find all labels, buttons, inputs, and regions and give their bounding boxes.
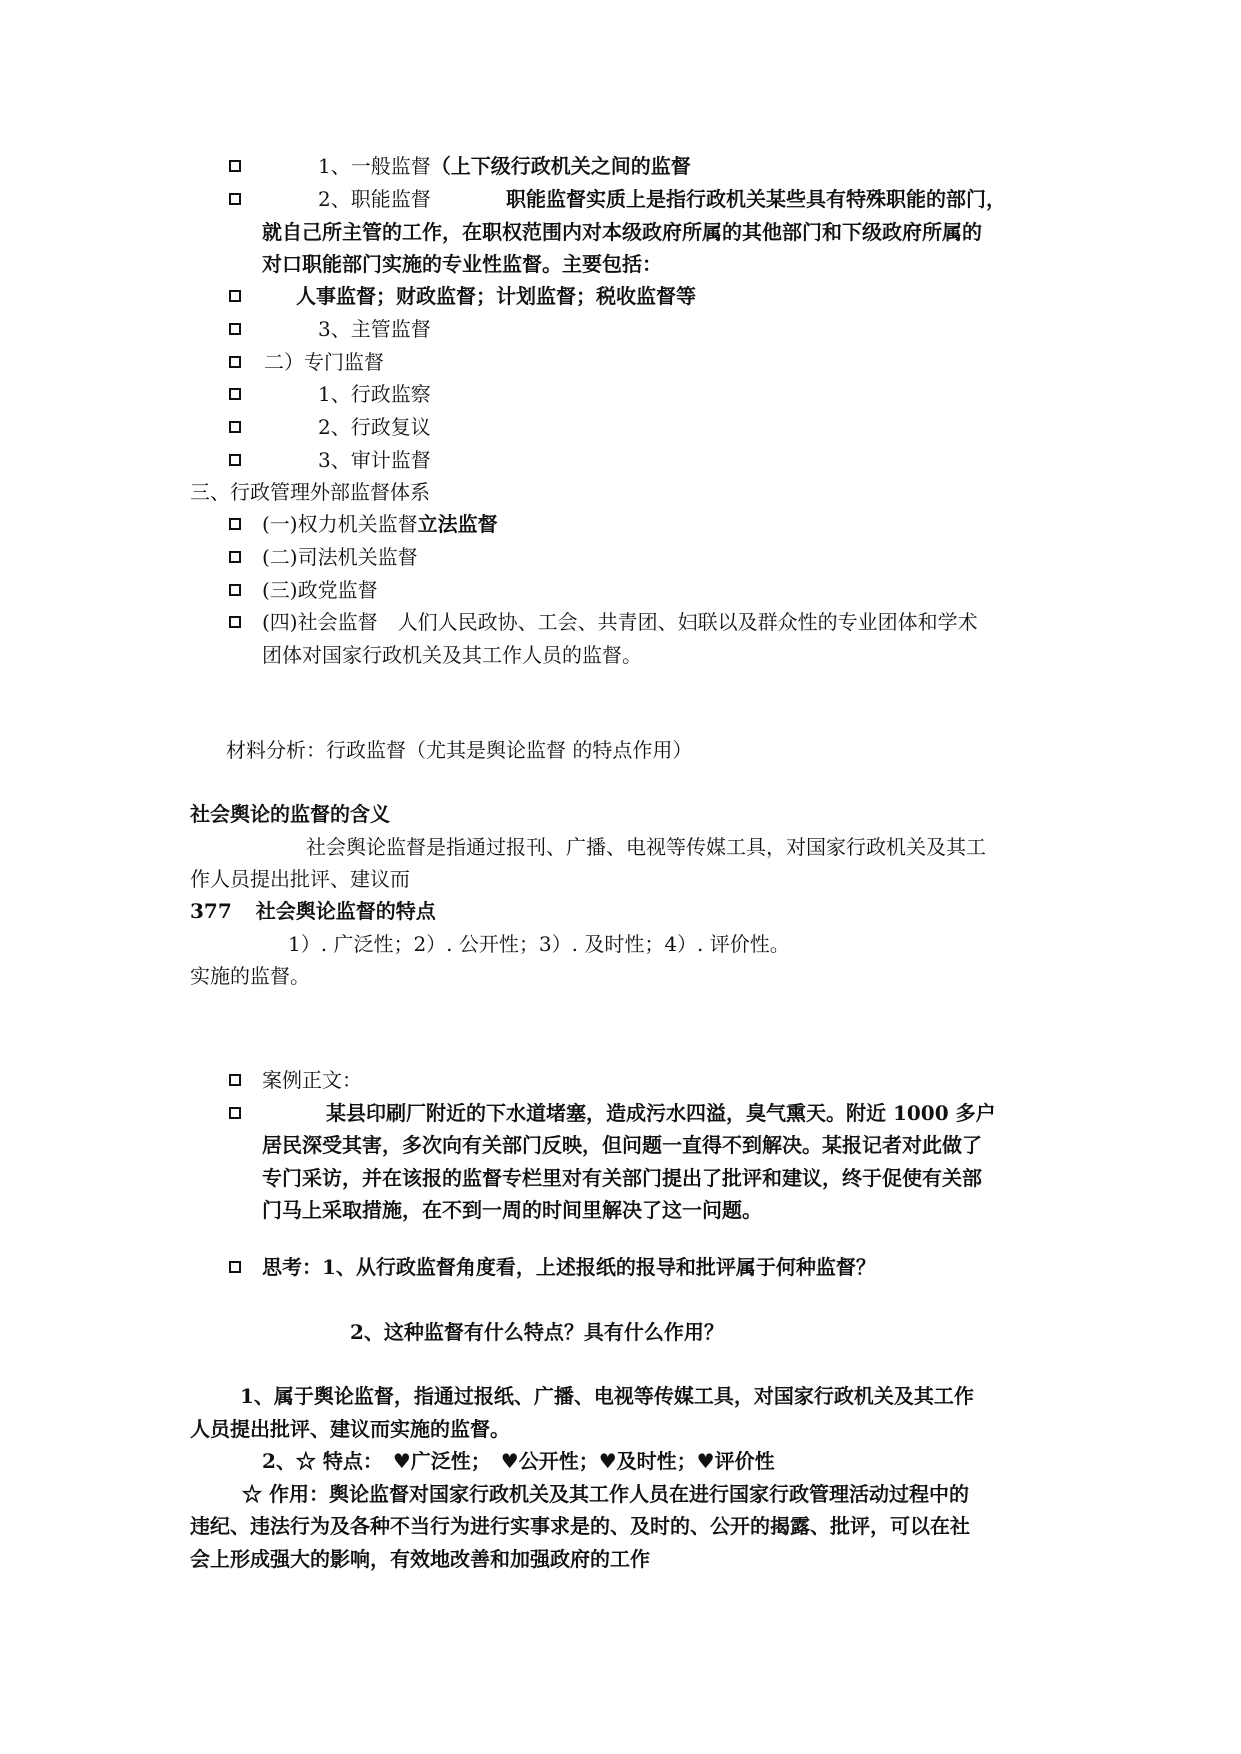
checkbox-icon [229,1261,241,1273]
checkbox-icon [229,356,241,368]
public-opinion-tail-text: 实施的监督。 [190,964,310,988]
question-2: 2、这种监督有什么特点？具有什么作用？ [350,1320,724,1344]
functional-supervision-definition-cont2: 对口职能部门实施的专业性监督。主要包括： [262,252,662,276]
outline-general-supervision: 1、一般监督（上下级行政机关之间的监督 [318,154,691,178]
answer-2-features: 2、☆ 特点： ♥广泛性； ♥公开性；♥及时性；♥评价性 [262,1449,775,1473]
outline-social-supervision: (四)社会监督 人们人民政协、工会、共青团、妇联以及群众性的专业团体和学术 [262,610,978,634]
checkbox-icon [229,388,241,400]
checkbox-icon [229,290,241,302]
checkbox-icon [229,1107,241,1119]
outline-power-organ-supervision: (一)权力机关监督立法监督 [262,512,498,536]
answer-3-role-cont1: 违纪、违法行为及各种不当行为进行实事求是的、及时的、公开的揭露、批评，可以在社 [190,1514,970,1538]
checkbox-icon [229,518,241,530]
outline-social-supervision-cont: 团体对国家行政机关及其工作人员的监督。 [262,643,642,667]
functional-supervision-definition-cont1: 就自己所主管的工作，在职权范围内对本级政府所属的其他部门和下级政府所属的 [262,220,982,244]
outline-supervisor-supervision: 3、主管监督 [318,317,431,341]
public-opinion-features-heading: 377 社会舆论监督的特点 [190,899,436,923]
case-text-line2: 居民深受其害，多次向有关部门反映，但问题一直得不到解决。某报记者对此做了 [262,1133,982,1157]
checkbox-icon [229,323,241,335]
functional-supervision-definition: 职能监督实质上是指行政机关某些具有特殊职能的部门， [506,187,1006,211]
outline-functional-supervision: 2、职能监督 [318,187,431,211]
checkbox-icon [229,193,241,205]
checkbox-icon [229,454,241,466]
public-opinion-meaning-heading: 社会舆论的监督的含义 [190,802,390,826]
checkbox-icon [229,160,241,172]
outline-audit-supervision: 3、审计监督 [318,448,431,472]
checkbox-icon [229,584,241,596]
public-opinion-meaning-text-cont: 作人员提出批评、建议而 [190,867,410,891]
case-label: 案例正文： [262,1068,362,1092]
checkbox-icon [229,421,241,433]
case-text-line3: 专门采访，并在该报的监督专栏里对有关部门提出了批评和建议，终于促使有关部 [262,1166,982,1190]
answer-1-cont: 人员提出批评、建议而实施的监督。 [190,1417,510,1441]
page-ref-number: 377 [190,899,232,923]
public-opinion-meaning-text: 社会舆论监督是指通过报刊、广播、电视等传媒工具，对国家行政机关及其工 [306,835,986,859]
answer-1: 1、属于舆论监督，指通过报纸、广播、电视等传媒工具，对国家行政机关及其工作 [240,1384,974,1408]
functional-supervision-items: 人事监督；财政监督；计划监督；税收监督等 [296,284,696,308]
checkbox-icon [229,551,241,563]
question-1: 思考：1、从行政监督角度看，上述报纸的报导和批评属于何种监督？ [262,1255,876,1279]
outline-party-supervision: (三)政党监督 [262,578,378,602]
public-opinion-features-list: 1）. 广泛性；2）. 公开性；3）. 及时性；4）. 评价性。 [288,932,790,956]
outline-special-supervision: 二）专门监督 [264,350,384,374]
checkbox-icon [229,1074,241,1086]
outline-admin-review: 2、行政复议 [318,415,431,439]
answer-3-role: ☆ 作用：舆论监督对国家行政机关及其工作人员在进行国家行政管理活动过程中的 [242,1482,969,1506]
outline-admin-inspection: 1、行政监察 [318,382,431,406]
answer-3-role-cont2: 会上形成强大的影响，有效地改善和加强政府的工作 [190,1547,650,1571]
material-analysis-title: 材料分析：行政监督（尤其是舆论监督 的特点作用） [226,738,693,762]
checkbox-icon [229,616,241,628]
external-supervision-heading: 三、行政管理外部监督体系 [190,480,430,504]
outline-judicial-supervision: (二)司法机关监督 [262,545,418,569]
case-text-line1: 某县印刷厂附近的下水道堵塞，造成污水四溢，臭气熏天。附近 1000 多户 [326,1101,996,1125]
case-text-line4: 门马上采取措施，在不到一周的时间里解决了这一问题。 [262,1198,762,1222]
